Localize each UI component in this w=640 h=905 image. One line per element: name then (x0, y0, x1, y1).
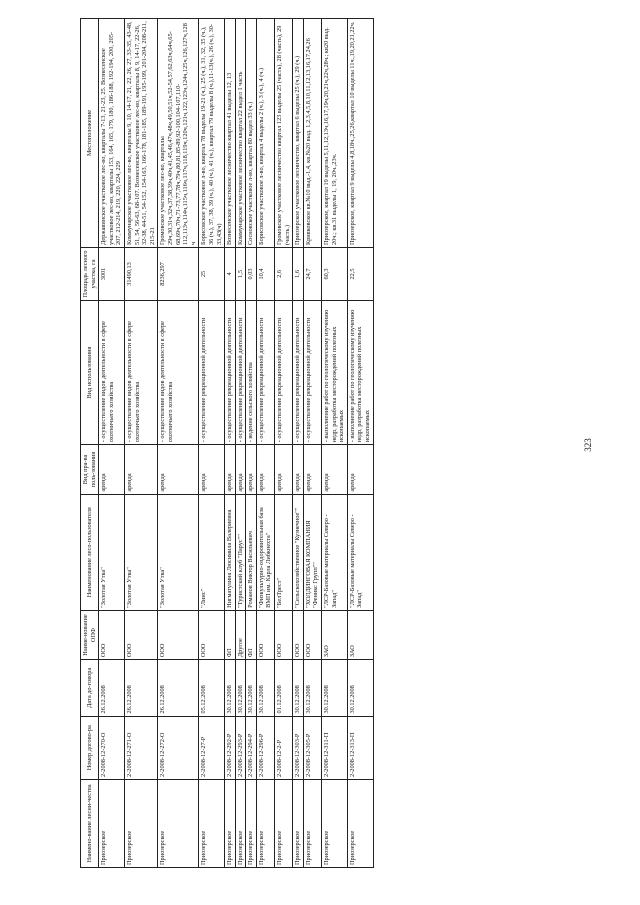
table-cell: Приозерское (124, 779, 157, 867)
table-cell: 2-2008-12-272-О (158, 716, 199, 779)
table-cell: - осуществление рекреационной деятельности (199, 300, 225, 444)
table-cell: Приозерское (158, 779, 199, 867)
table-cell: аренда (347, 445, 373, 494)
table-cell: 2-2008-12-292-Р (225, 716, 236, 779)
table-cell: 30.12.2008 (235, 660, 246, 716)
table-cell: 25 (199, 248, 225, 301)
table-cell: - осуществление рекреационной деятельности (275, 300, 293, 444)
table-cell: аренда (124, 445, 157, 494)
table-cell: 2-2008-12-313-П (347, 716, 373, 779)
table-cell: аренда (99, 445, 125, 494)
table-cell: 26.12.2008 (99, 660, 125, 716)
header-cell: Вид пра-ва поль-зования (81, 445, 99, 494)
table-cell: ФЛ (246, 610, 257, 659)
table-cell: аренда (158, 445, 199, 494)
table-cell: 2-2008-12-294-Р (246, 716, 257, 779)
table-cell: 1,6 (293, 248, 304, 301)
table-cell: Приозерское, квартал 19 выделы 5,11,12,13ч,16,17,19ч,20,21ч,22ч,28ч.; кв20 выд. 20ч.; кв.31 выделы 1, 19, 20ч.,23ч. (322, 19, 348, 248)
table-cell: 4 (225, 248, 236, 301)
table-cell: аренда (275, 445, 293, 494)
table-row (322, 19, 348, 868)
table-cell: Приозерское, квартал 9 выделы 4,8,18ч.,25,26,квартал 10 выделы 11ч.,19,20,21,22ч. (347, 19, 373, 248)
table-cell: "Физкультурно-оздоровительная база ВМП им. Карла Либкнехта" (256, 494, 274, 610)
table-cell: Вознесенское участковое лесничество квартал 41 выделы 12, 13 (225, 19, 236, 248)
table-cell: "БелТрест" (275, 494, 293, 610)
table-row (199, 19, 225, 868)
table-cell: Нигматулина Люсимила Валериевна (225, 494, 236, 610)
table-cell: - выполнение работ по геологическому изучению недр, разработка месторождений полезных ископаемых (347, 300, 373, 444)
table-cell: ООО (275, 610, 293, 659)
table-cell: Приозерское (246, 779, 257, 867)
table-cell: 01.12.2008 (275, 660, 293, 716)
table-cell: Приозерское (347, 779, 373, 867)
table-cell: - осуществление рекреационной деятельности (256, 300, 274, 444)
table-header-row (81, 19, 99, 868)
table-cell: Приозерское (275, 779, 293, 867)
table-cell: 2-2008-12-296-Р (256, 716, 274, 779)
table-cell: Приозерское (256, 779, 274, 867)
table-cell: Коммунарское участковое лесничество квартал 22 выдел 1 часть (235, 19, 246, 248)
table-cell: 30.12.2008 (322, 660, 348, 716)
table-cell: 30.12.2008 (293, 660, 304, 716)
table-row (225, 19, 236, 868)
table-cell: 30.12.2008 (347, 660, 373, 716)
table-cell: ООО (158, 610, 199, 659)
table-cell: Коммунарское участковое лес-во, кварталы 9, 10, 14-17, 21, 22, 26, 27, 33-35, 43-48, 51, 54, 56-63, 68-107. Вознесенское участковое лес-во, кварталы 8, 9, 14-17, 22-26, 32-38, 44-51, 54-152, 154-163, 166-178, 181-185, 189-191, 195-199, 201-204, 208-211, 215-21 (124, 19, 157, 248)
table-cell: Громовское участковое лес-во, кварталы 29ч,30,31ч,32ч,37,38,39ч,40ч,41,45,46,47ч,48ч,49,50,51ч,52-54,57,62,63ч,64ч,65-68,69ч,70ч,71-73,77,78ч,79ч,80,81,85-89,92-100,104-107,110-112,113ч,114ч,115ч,116ч,117ч,118,119ч,120ч,121ч,122,123ч,124ч,125ч,126,127ч,128ч (158, 19, 199, 248)
table-body (99, 19, 373, 868)
table-cell: 1,5 (235, 248, 246, 301)
table-cell: аренда (235, 445, 246, 494)
table-cell: 2-2008-12-270-О (99, 716, 125, 779)
table-cell: Кривковское кв.№10 выд.-1,4, кв.№20 выд. 1,2,3,4,5,8,10,11,12,13,16,17,24,26 (303, 19, 321, 248)
table-cell: 2-2008-12-27-Р (199, 716, 225, 779)
table-row (246, 19, 257, 868)
table-cell: "Золотая Утка" (158, 494, 199, 610)
table-cell: Борисовское участковое л-во, квартал 4 выделы 2 (ч.), 3 (ч.), 4 (ч.) (256, 19, 274, 248)
table-cell: 26.12.2008 (158, 660, 199, 716)
table-cell: 30.12.2008 (303, 660, 321, 716)
table-cell: "Золотая Утка" (99, 494, 125, 610)
header-cell: Наимено-вание лесни-чества (81, 779, 99, 867)
table-cell: 3001 (99, 248, 125, 301)
table-cell: 2-2008-12-311-П (322, 716, 348, 779)
table-cell: ООО (256, 610, 274, 659)
table-cell: Громовское участковое лесничество квартал 123 выделы 25 (часть), 28 (часть), 29 (часть.) (275, 19, 293, 248)
table-cell: ЗАО (347, 610, 373, 659)
header-cell: Площадь лесного участка, га (81, 248, 99, 301)
table-cell: 30.12.2008 (246, 660, 257, 716)
table-cell: "ЛСР-Базовые материалы Северо - Запад" (347, 494, 373, 610)
table-cell: 8236,297 (158, 248, 199, 301)
table-cell: 2,6 (275, 248, 293, 301)
table-row (303, 19, 321, 868)
table-cell: 2-2008-12-303-Р (293, 716, 304, 779)
table-cell: аренда (293, 445, 304, 494)
table-cell: Борисовское участковое л-во, квартал 78 выделы 19-21 (ч.), 25 (ч.), 31, 32, 35 (ч.), 36 (ч.), 37, 38, 39 (ч.), 40 (ч.), 41 (ч.), квартал 79 выделы 8 (ч.),11-13(ч.), 26 (ч.), 30-33,43(ч) (199, 19, 225, 248)
table-cell: 2-2008-12-2-Р (275, 716, 293, 779)
table-cell: "Сельскохозяйственное "Кузнечное"" (293, 494, 304, 610)
table-cell: Приозерское (225, 779, 236, 867)
table-cell: - осуществление рекреационной деятельности (293, 300, 304, 444)
table-cell: - осуществление рекреационной деятельности (235, 300, 246, 444)
header-cell: Наиме-нование ОПФ (81, 610, 99, 659)
table-cell: "ЛСР-Базовые материалы Северо - Запад" (322, 494, 348, 610)
table-row (124, 19, 157, 868)
table-cell: "Золотая Утка" (124, 494, 157, 610)
table-row (256, 19, 274, 868)
table-cell: аренда (322, 445, 348, 494)
table-row (347, 19, 373, 868)
table-cell: аренда (246, 445, 257, 494)
table-cell: Приозерское (199, 779, 225, 867)
table-cell: "ХОЛДИНГОВАЯ КОМПАНИЯ "Феникс Групп"" (303, 494, 321, 610)
table-cell: Державинское участковое лес-во, кварталы 7-13, 21-23, 25. Вознесенское участковое лес-во, кварталы 153, 164, 165, 179, 180, 186-188, 192-194, 200, 205-207, 212-214, 219, 220, 224, 229 (99, 19, 125, 248)
table-row (275, 19, 293, 868)
table-cell: 0,03 (246, 248, 257, 301)
table-cell: Сосновское участковое л-во, квартал 80 выдел 33 (ч.) (246, 19, 257, 248)
table-cell: аренда (225, 445, 236, 494)
table-cell: - осуществление рекреационной деятельности (225, 300, 236, 444)
table-cell: 10,4 (256, 248, 274, 301)
table-row (99, 19, 125, 868)
table-row (235, 19, 246, 868)
table-cell: ООО (99, 610, 125, 659)
table-cell: Приозерское (293, 779, 304, 867)
header-cell: Дата до-говора (81, 660, 99, 716)
table-cell: ООО (293, 610, 304, 659)
table-cell: 31490,13 (124, 248, 157, 301)
table-cell: - ведение сельского хозяйства (246, 300, 257, 444)
table-cell: ЗАО (322, 610, 348, 659)
table-cell: 24,7 (303, 248, 321, 301)
lease-table (80, 18, 374, 868)
table-cell: 05.12.2008 (199, 660, 225, 716)
table-cell: Другое (235, 610, 246, 659)
header-cell: Местоположение (81, 19, 99, 248)
table-cell: - осуществление видов деятельности в сфере охотничьего хозяйства (124, 300, 157, 444)
table-cell: аренда (256, 445, 274, 494)
table-cell: Романов Виктор Васильевич (246, 494, 257, 610)
table-cell: - осуществление рекреационной деятельности (303, 300, 321, 444)
table-cell: 30.12.2008 (225, 660, 236, 716)
table-cell: аренда (303, 445, 321, 494)
table-cell: Приозерское (235, 779, 246, 867)
table-cell: 22,5 (347, 248, 373, 301)
table-cell: ООО (199, 610, 225, 659)
table-row (293, 19, 304, 868)
table-cell: ФЛ (225, 610, 236, 659)
page-number: 323 (583, 438, 593, 452)
table-cell: 2-2008-12-293-Р (235, 716, 246, 779)
table-cell: Приозерское (99, 779, 125, 867)
table-cell: 2-2008-12-271-О (124, 716, 157, 779)
table-cell: 26.12.2008 (124, 660, 157, 716)
table-cell: 2-2008-12-305-Р (303, 716, 321, 779)
table-cell: - осуществление видов деятельности в сфере охотничьего хозяйства (158, 300, 199, 444)
table-cell: Приозерское участковое лесничество, квартал 6 выделы 25 (ч.), 29 (ч.) (293, 19, 304, 248)
table-cell: 60,3 (322, 248, 348, 301)
table-cell: "Туристский клуб "Парус"" (235, 494, 246, 610)
table-cell: аренда (199, 445, 225, 494)
rotated-table-container (80, 18, 562, 868)
table-cell: ООО (124, 610, 157, 659)
header-cell: Номер догово-ра (81, 716, 99, 779)
table-cell: Приозерское (303, 779, 321, 867)
table-cell: ООО (303, 610, 321, 659)
table-cell: - выполнение работ по геологическому изучению недр, разработка месторождений полезных ископаемых (322, 300, 348, 444)
header-cell: Вид использования (81, 300, 99, 444)
table-row (158, 19, 199, 868)
table-cell: Приозерское (322, 779, 348, 867)
table-cell: 30.12.2008 (256, 660, 274, 716)
table-cell: "Лиис" (199, 494, 225, 610)
table-cell: - осуществление видов деятельности в сфере охотничьего хозяйства (99, 300, 125, 444)
header-cell: Наименование лесо-пользователя (81, 494, 99, 610)
